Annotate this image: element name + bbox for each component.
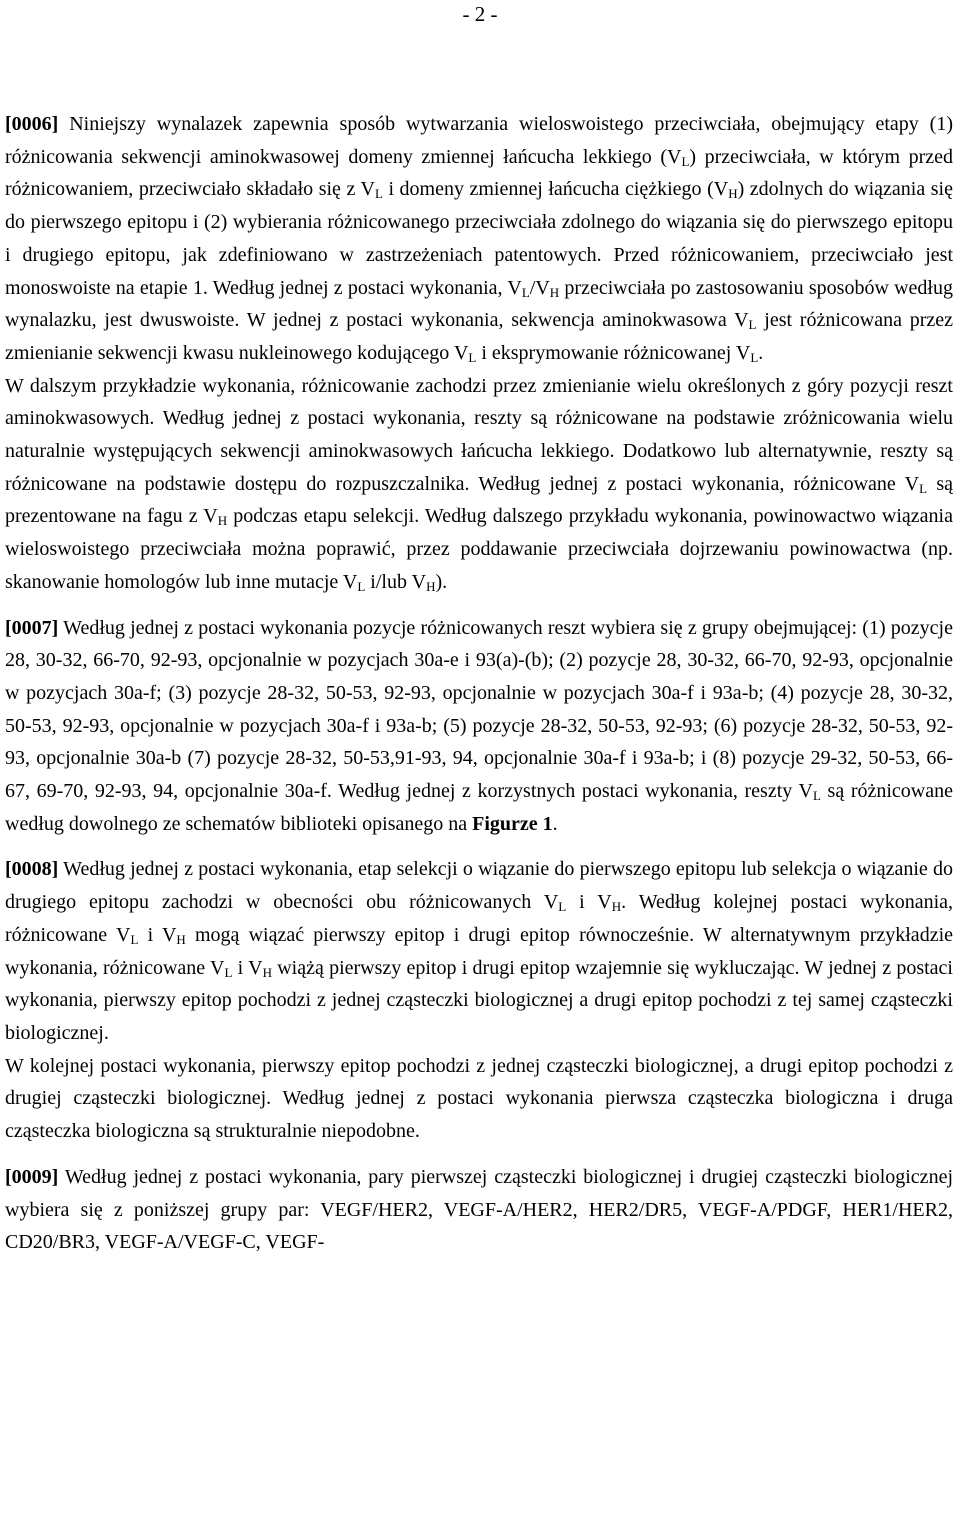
subscript: H — [262, 964, 272, 980]
figure-reference: Figurze 1 — [472, 812, 553, 835]
text-run: /V — [529, 276, 550, 299]
subscript: L — [812, 788, 821, 804]
text-run: i/lub V — [365, 570, 427, 593]
subscript: L — [374, 186, 383, 202]
text-run: ). — [435, 570, 448, 593]
paragraph-0009 — [5, 1161, 953, 1259]
paragraph-0007 — [5, 612, 953, 841]
subscript: L — [130, 931, 139, 947]
text-run: i eksprymowanie różnicowanej V — [476, 341, 751, 364]
text-run: ) zdolnych do wiązania się do pierwszego epitopu i (2) wybierania różnicowanego przeciwciała zdolnego do wiązania się do pierwszego epitopu i drugiego epitopu, jak zdefiniowano w zastrzeżeniach patentowych. Przed różnicowaniem, przeciwciało jest monoswoiste na etapie 1. Według jednej z postaci wykonania, V — [5, 178, 953, 299]
paragraph-0006 — [5, 108, 953, 370]
text-run: mogą wiązać pierwszy epitop i drugi epitop równocześnie. W alternatywnym przykładzie wykonania, różnicowane V — [5, 923, 953, 979]
text-run: są różnicowane według dowolnego ze schematów biblioteki opisanego na — [5, 780, 954, 835]
subscript: L — [681, 153, 690, 169]
subscript: L — [468, 349, 477, 365]
text-run: i domeny zmiennej łańcucha ciężkiego (V — [382, 178, 729, 201]
subscript: H — [549, 284, 560, 300]
subscript: L — [919, 480, 928, 496]
paragraph-0008 — [5, 853, 953, 1049]
subscript: H — [176, 931, 186, 947]
text-run: i V — [232, 956, 263, 979]
subscript: L — [750, 349, 759, 365]
text-run: jest różnicowana przez zmienianie sekwencji kwasu nukleinowego kodującego V — [5, 309, 954, 364]
text-run: . Według kolejnej postaci wykonania, różnicowane V — [5, 891, 954, 946]
text-run: . — [552, 812, 558, 835]
text-run: Niniejszy wynalazek zapewnia sposób wytwarzania wieloswoistego przeciwciała, obejmujący etapy (1) różnicowania sekwencji aminokwasowej domeny zmiennej łańcucha lekkiego (V — [5, 113, 953, 168]
subscript: L — [558, 899, 567, 915]
paragraph-number: [0009] — [5, 1165, 59, 1188]
text-run: Według jednej z postaci wykonania pozycje różnicowanych reszt wybiera się z grupy obejmującej: (1) pozycje 28, 30-32, 66-70, 92-93, opcjonalnie w pozycjach 30a-e i 93(a)-(b); (2) pozycje 28, 30-32, 66-70, 92-93, opcjonalnie w pozycjach 30a-f; (3) pozycje 28-32, 50-53, 92-93, opcjonalnie w pozycjach 30a-f i 93a-b; (4) pozycje 28, 30-32, 50-53, 92-93, opcjonalnie w pozycjach 30a-f i 93a-b; (5) pozycje 28-32, 50-53, 92-93; (6) pozycje 28-32, 50-53, 92-93, opcjonalnie 30a-b (7) pozycje 28-32, 50-53,91-93, 94, opcjonalnie 30a-f i 93a-b; i (8) pozycje 29-32, 50-53, 66-67, 69-70, 92-93, 94, opcjonalnie 30a-f. Według jednej z korzystnych postaci wykonania, reszty V — [5, 616, 953, 803]
text-run: wiążą pierwszy epitop i drugi epitop wzajemnie się wykluczając. W jednej z postaci wykonania, pierwszy epitop pochodzi z jednej cząsteczki biologicznej a drugi epitop pochodzi z tej samej cząsteczki biologicznej. — [5, 956, 953, 1044]
text-run: są prezentowane na fagu z V — [5, 472, 953, 528]
subscript: H — [728, 186, 738, 202]
paragraph-number: [0008] — [5, 858, 59, 881]
paragraph-number: [0006] — [5, 113, 59, 135]
document-body — [5, 108, 953, 1259]
subscript: L — [357, 578, 366, 594]
text-run: Według jednej z postaci wykonania, etap selekcji o wiązanie do pierwszego epitopu lub selekcja o wiązanie do drugiego epitopu zachodzi w obecności obu różnicowanych V — [5, 858, 953, 914]
text-run: ) przeciwciała, w którym przed różnicowaniem, przeciwciało składało się z V — [5, 145, 954, 201]
subscript: L — [521, 284, 530, 300]
subscript: H — [217, 513, 228, 529]
text-run: i V — [138, 923, 177, 946]
page-number: - 2 - — [462, 2, 498, 26]
text-run: W kolejnej postaci wykonania, pierwszy epitop pochodzi z jednej cząsteczki biologicznej, a drugi epitop pochodzi z drugiej cząsteczki biologicznej. Według jednej z postaci wykonania pierwsza cząsteczka biologiczna i druga cząsteczka biologiczna są strukturalnie niepodobne. — [5, 1054, 953, 1143]
paragraph-number: [0007] — [5, 616, 59, 639]
text-run: przeciwciała po zastosowaniu sposobów według wynalazku, jest dwuswoiste. W jednej z postaci wykonania, sekwencja aminokwasowa V — [5, 276, 953, 332]
text-run: W dalszym przykładzie wykonania, różnicowanie zachodzi przez zmienianie wielu określonych z góry pozycji reszt aminokwasowych. Według jednej z postaci wykonania, reszty są różnicowane na podstawie zróżnicowania wielu naturalnie występujących sekwencji aminokwasowych łańcucha lekkiego. Dodatkowo lub alternatywnie, reszty są różnicowane na podstawie dostępu do rozpuszczalnika. Według jednej z postaci wykonania, różnicowane V — [5, 374, 953, 495]
subscript: L — [224, 964, 233, 980]
text-run: podczas etapu selekcji. Według dalszego przykładu wykonania, powinowactwo wiązania wieloswoistego przeciwciała można poprawić, przez poddawanie przeciwciała dojrzewaniu powinowactwa (np. skanowanie homologów lub inne mutacje V — [5, 505, 953, 593]
subscript: H — [426, 578, 436, 594]
paragraph-0006-cont-1 — [5, 370, 953, 599]
subscript: L — [748, 317, 757, 333]
text-run: Według jednej z postaci wykonania, pary pierwszej cząsteczki biologicznej i drugiej cząsteczki biologicznej wybiera się z poniższej grupy par: VEGF/HER2, VEGF-A/HER2, HER2/DR5, VEGF-A/PDGF, HER1/HER2, CD20/BR3, VEGF-A/VEGF-C, VEGF- — [5, 1165, 953, 1254]
paragraph-0008-cont-1 — [5, 1050, 953, 1148]
text-run: . — [758, 341, 764, 364]
text-run: i V — [566, 891, 612, 914]
subscript: H — [611, 899, 622, 915]
